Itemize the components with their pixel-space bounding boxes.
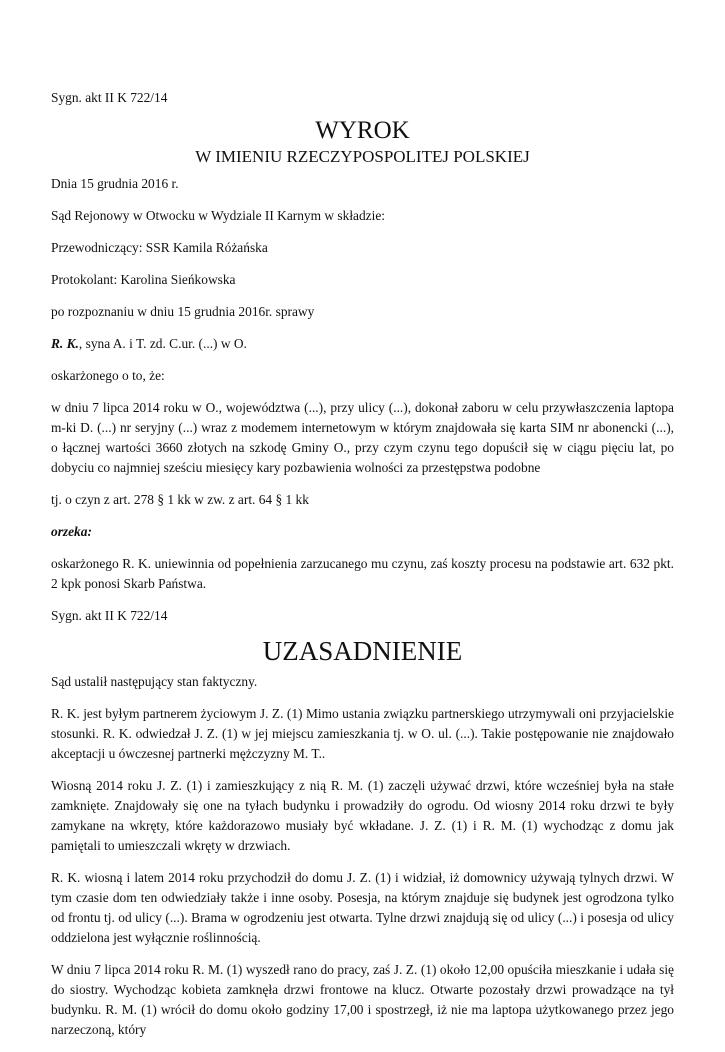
hearing-date: po rozpoznaniu w dniu 15 grudnia 2016r. sprawy [51,304,315,319]
defendant-line [51,334,674,354]
verdict-date: Dnia 15 grudnia 2016 r. [51,176,179,191]
ruling-text: oskarżonego R. K. uniewinnia od popełnienia zarzucanego mu czynu, zaś koszty procesu na podstawie art. 632 pkt. 2 kpk ponosi Skarb Państwa. [51,556,674,591]
justification-signature: Sygn. akt II K 722/14 [51,608,168,623]
court-clerk: Protokolant: Karolina Sieńkowska [51,272,236,287]
verdict-title: WYROK [315,117,410,144]
accusation-intro: oskarżonego o to, że: [51,368,165,383]
justification-intro: Sąd ustalił następujący stan faktyczny. [51,674,258,689]
justification-paragraph: R. K. wiosną i latem 2014 roku przychodził do domu J. Z. (1) i widział, iż domownicy używają tylnych drzwi. W tym czasie dom ten odwiedziały także i inne osoby. Posesja, na którym znajduje się budynek jest ogrodzona tylko od frontu tj. od ulicy (...). Brama w ogrodzeniu jest otwarta. Tylne drzwi znajdują się od ulicy (...) i posesja od ulicy oddzielona jest wyłącznie roślinnością. [51,870,674,945]
justification-title: UZASADNIENIE [262,636,463,666]
defendant-name: R. K. [51,336,79,351]
justification-paragraph: W dniu 7 lipca 2014 roku R. M. (1) wyszedł rano do pracy, zaś J. Z. (1) około 12,00 opuściła mieszkanie i udała się do siostry. Wychodząc kobieta zamknęła drzwi frontowe na klucz. Otwarte pozostały drzwi prowadzące na tył budynku. R. M. (1) wrócił do domu około godziny 17,00 i spostrzegł, iż nie ma laptopa użytkowanego przez jego narzeczoną, który [51,962,674,1037]
justification-paragraph: Wiosną 2014 roku J. Z. (1) i zamieszkujący z nią R. M. (1) zaczęli używać drzwi, które wcześniej była na stałe zamknięte. Znajdowały się one na tyłach budynku i prowadziły do ogrodu. Od wiosny 2014 roku drzwi te były zamykane na wkręty, które każdorazowo musiały być wkładane. J. Z. (1) i R. M. (1) wychodząc z domu jak pamiętali to umieszczali wkręty w drzwiach. [51,778,674,853]
verdict-subtitle: W IMIENIU RZECZYPOSPOLITEJ POLSKIEJ [195,147,530,166]
defendant-details: , syna A. i T. zd. C.ur. (...) w O. [78,336,247,351]
ruling-label: orzeka: [51,524,92,539]
charge-text: w dniu 7 lipca 2014 roku w O., województwa (...), przy ulicy (...), dokonał zaboru w celu przywłaszczenia laptopa m-ki D. (...) nr seryjny (...) wraz z modemem internetowym w którym znajdowała się karta SIM nr abonencki (...), o łącznej wartości 3660 złotych na szkodę Gminy O., przy czym czynu tego dopuścił się w ciągu pięciu lat, po dobyciu co najmniej sześciu miesięcy kary pozbawienia wolności za przestępstwa podobne [51,400,674,475]
court-composition: Sąd Rejonowy w Otwocku w Wydziale II Karnym w składzie: [51,208,386,223]
justification-paragraph: R. K. jest byłym partnerem życiowym J. Z. (1) Mimo ustania związku partnerskiego utrzymywali oni przyjacielskie stosunki. R. K. odwiedzał J. Z. (1) w jej miejscu zamieszkania tj. w O. ul. (...). Takie postępowanie nie znajdowało akceptacji u ówczesnej partnerki mężczyzny M. T.. [51,706,674,761]
presiding-judge: Przewodniczący: SSR Kamila Różańska [51,240,268,255]
case-signature: Sygn. akt II K 722/14 [51,90,168,105]
document-page [51,88,674,1052]
legal-basis: tj. o czyn z art. 278 § 1 kk w zw. z art. 64 § 1 kk [51,492,309,507]
